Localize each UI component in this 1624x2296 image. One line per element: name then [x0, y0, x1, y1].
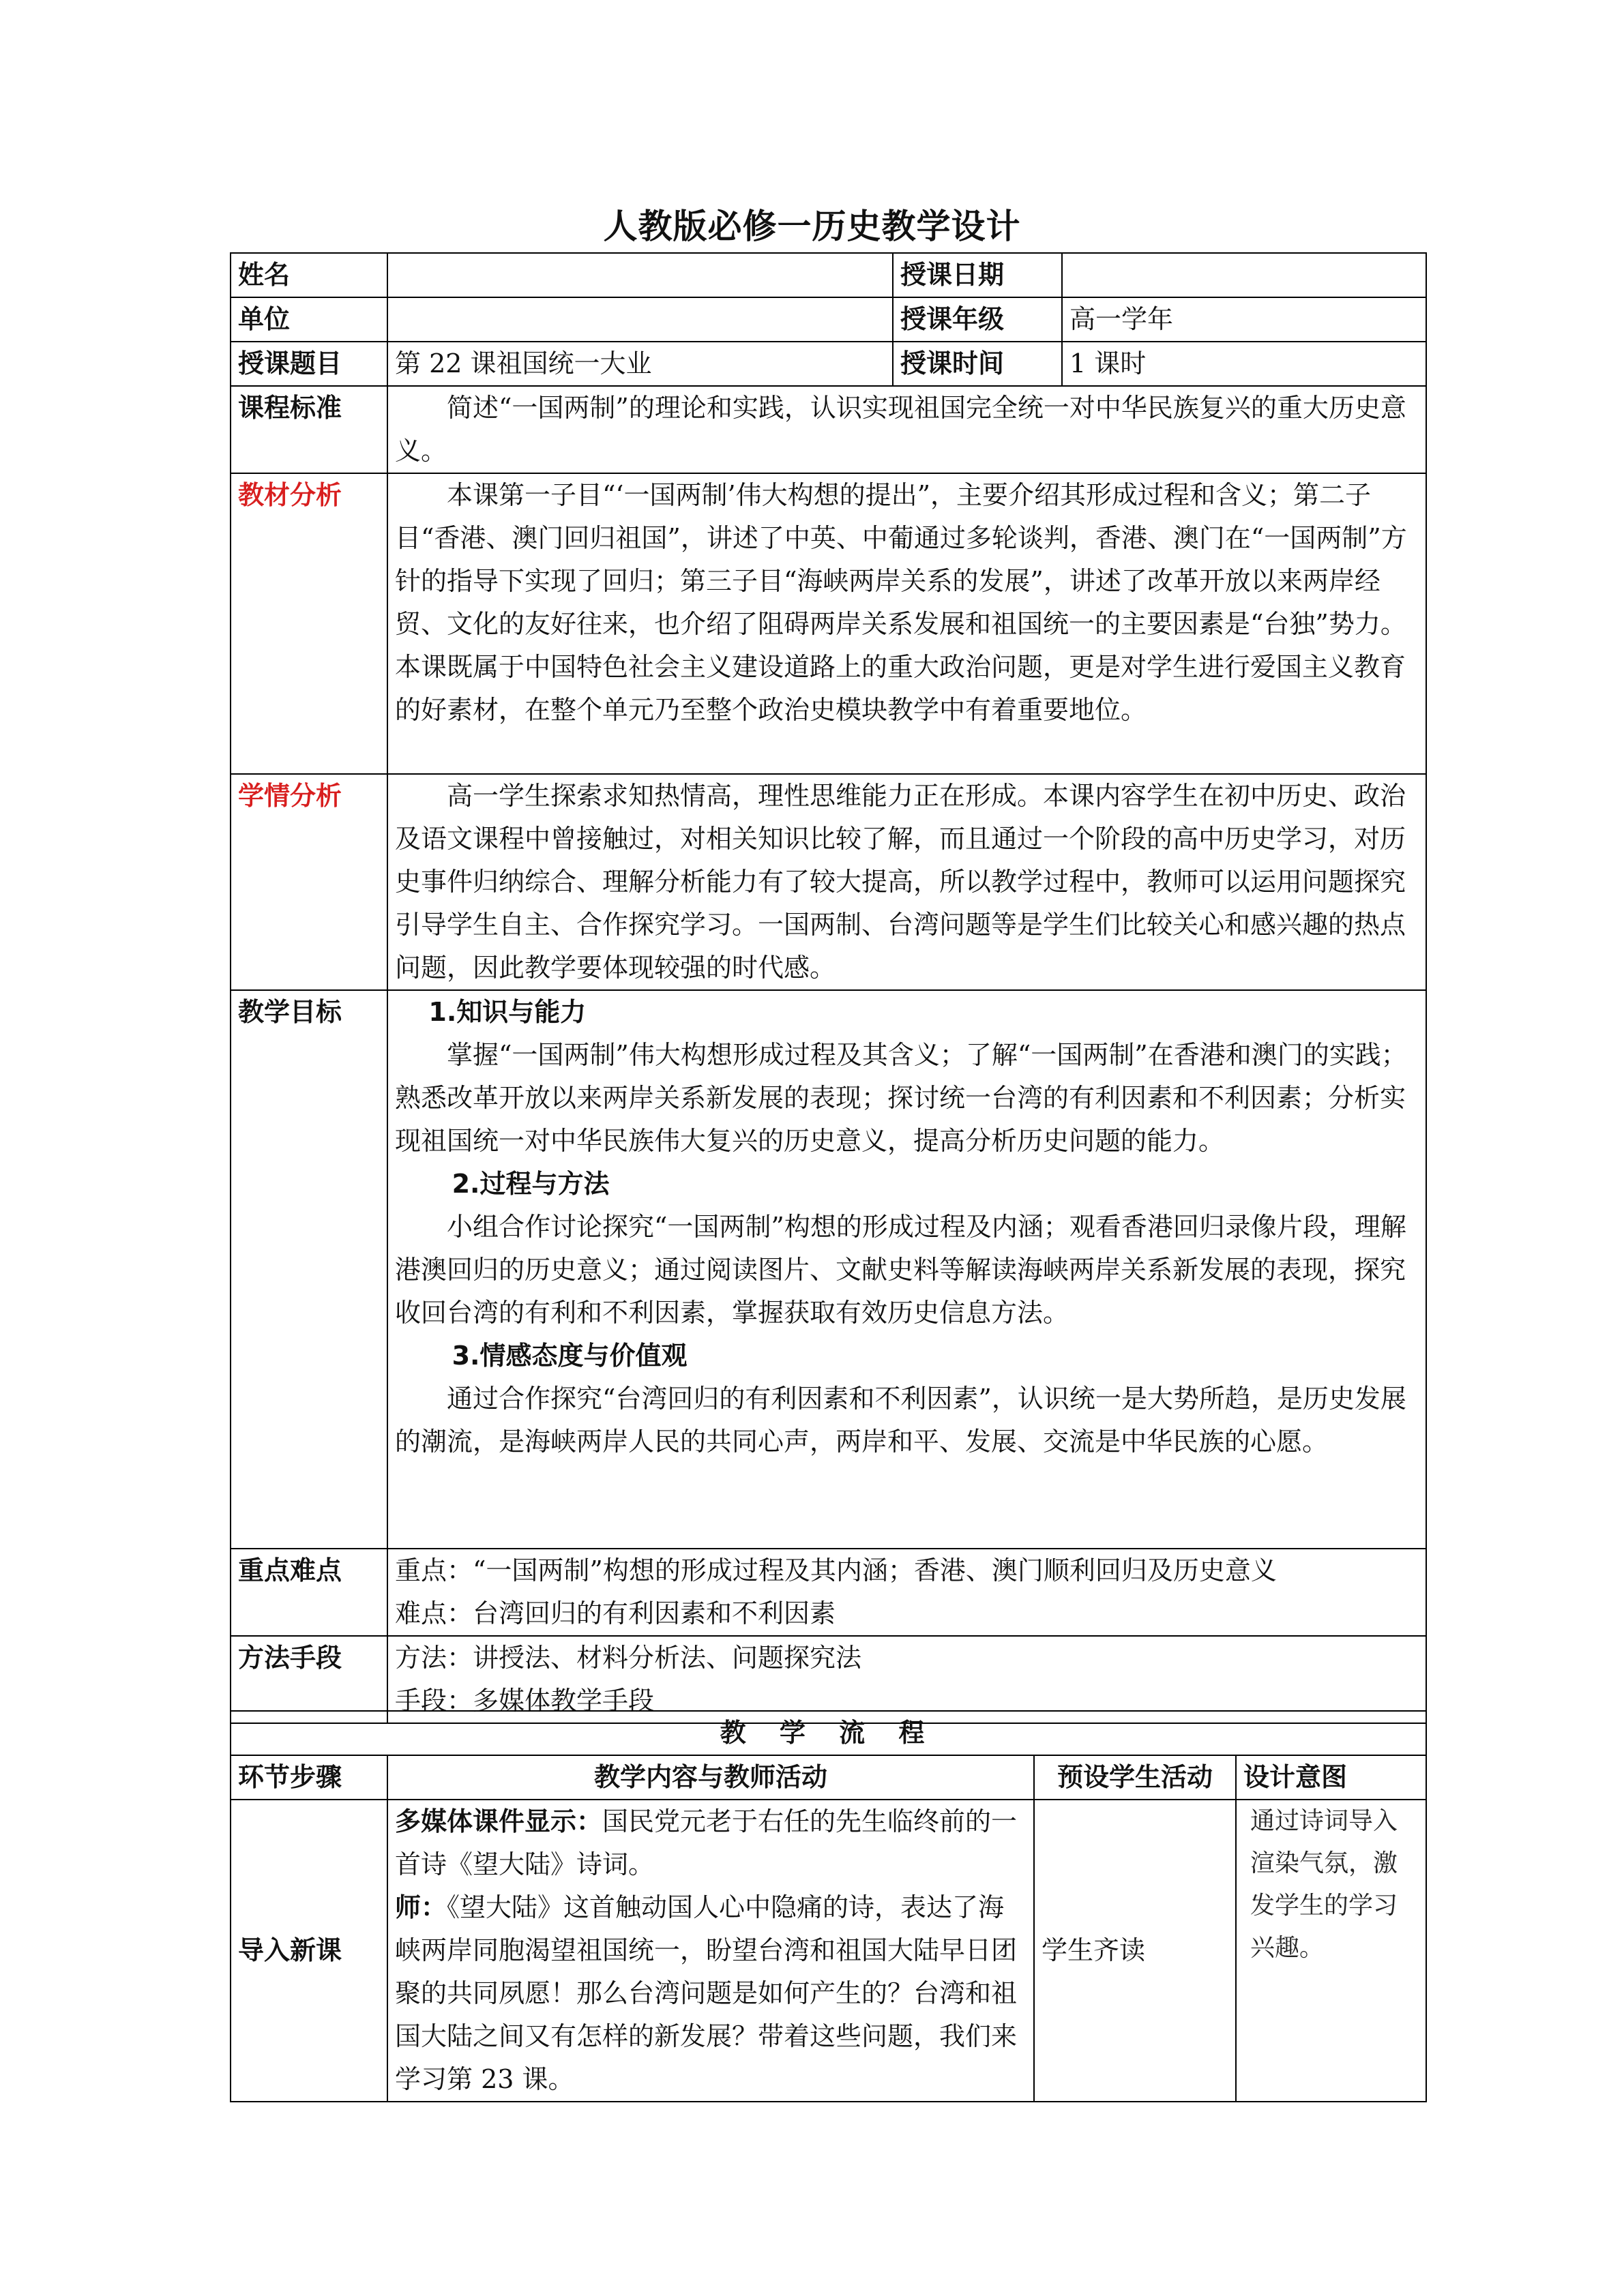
- teaching-flow-table: [230, 1710, 1427, 2102]
- material-label: 教材分析: [231, 473, 387, 774]
- goal-3-text: 通过合作探究“台湾回归的有利因素和不利因素”，认识统一是大势所趋，是历史发展的潮流，是海峡两岸人民的共同心声，两岸和平、发展、交流是中华民族的心愿。: [395, 1384, 1406, 1457]
- material-text: 本课第一子目“‘一国两制’伟大构想的提出”，主要介绍其形成过程和含义；第二子目“香港、澳门回归祖国”，讲述了中英、中葡通过多轮谈判，香港、澳门在“一国两制”方针的指导下实现了回归；第三子目“海峡两岸关系的发展”，讲述了改革开放以来两岸经贸、文化的友好往来，也介绍了阻碍两岸关系发展和祖国统一的主要因素是“台独”势力。本课既属于中国特色社会主义建设道路上的重大政治问题，更是对学生进行爱国主义教育的好素材，在整个单元乃至整个政治史模块教学中有着重要地位。: [387, 473, 1426, 774]
- goal-1-title: 1.知识与能力: [428, 997, 587, 1027]
- keypoints-label: 重点难点: [231, 1549, 387, 1636]
- goals-label: 教学目标: [231, 990, 387, 1549]
- standard-label: 课程标准: [231, 386, 387, 473]
- intro-student-activity: 学生齐读: [1034, 1800, 1236, 2102]
- header-design-intent: 设计意图: [1236, 1755, 1426, 1800]
- keypoint-difficulty: 难点：台湾回归的有利因素和不利因素: [395, 1598, 836, 1628]
- goal-1-text: 掌握“一国两制”伟大构想形成过程及其含义；了解“一国两制”在香港和澳门的实践；熟悉改革开放以来两岸关系新发展的表现；探讨统一台湾的有利因素和不利因素；分析实现祖国统一对中华民族伟大复兴的历史意义，提高分析历史问题的能力。: [395, 1040, 1407, 1156]
- unit-label: 单位: [231, 297, 387, 342]
- intro-p1-text: 国民党元老于右任的先生临终前的一首诗《望大陆》诗词。: [395, 1806, 1018, 1879]
- unit-value: [387, 297, 893, 342]
- name-value: [387, 253, 893, 297]
- page-title: 人教版必修一历史教学设计: [603, 207, 1021, 246]
- methods-label: 方法手段: [231, 1636, 387, 1723]
- date-value: [1062, 253, 1426, 297]
- keypoints-content: [387, 1549, 1426, 1636]
- time-value: 1 课时: [1062, 342, 1426, 386]
- intro-p2-text: 《望大陆》这首触动国人心中隐痛的诗，表达了海峡两岸同胞渴望祖国统一，盼望台湾和祖国大陆早日团聚的共同夙愿！那么台湾问题是如何产生的？台湾和祖国大陆之间又有怎样的新发展？带着这些问题，我们来学习第 23 课。: [395, 1892, 1018, 2094]
- intro-paragraph-1: [395, 1800, 1027, 1886]
- intro-p1-label: 多媒体课件显示：: [395, 1806, 603, 1836]
- topic-value: 第 22 课祖国统一大业: [387, 342, 893, 386]
- step-intro: 导入新课: [231, 1800, 387, 2102]
- name-label: 姓名: [231, 253, 387, 297]
- table-row: [231, 1800, 1426, 2102]
- grade-value: 高一学年: [1062, 297, 1426, 342]
- header-step: 环节步骤: [231, 1755, 387, 1800]
- students-label: 学情分析: [231, 774, 387, 990]
- goal-2-text: 小组合作讨论探究“一国两制”构想的形成过程及内涵；观看香港回归录像片段，理解港澳回归的历史意义；通过阅读图片、文献史料等解读海峡两岸关系新发展的表现，探究收回台湾的有利和不利因素，掌握获取有效历史信息方法。: [395, 1212, 1406, 1328]
- lesson-info-table: [230, 252, 1427, 1724]
- standard-text: 简述“一国两制”的理论和实践，认识实现祖国完全统一对中华民族复兴的重大历史意义。: [387, 386, 1426, 473]
- goal-2-title: 2.过程与方法: [452, 1169, 610, 1199]
- time-label: 授课时间: [893, 342, 1062, 386]
- topic-label: 授课题目: [231, 342, 387, 386]
- intro-paragraph-2: [395, 1886, 1027, 2101]
- goals-content: [387, 990, 1426, 1549]
- flow-title: 教 学 流 程: [231, 1711, 1426, 1755]
- intro-content: [387, 1800, 1034, 2102]
- intro-p2-label: 师：: [395, 1892, 447, 1922]
- intro-design-intent: 通过诗词导入渲染气氛，激发学生的学习兴趣。: [1236, 1800, 1426, 2102]
- goal-3-title: 3.情感态度与价值观: [452, 1341, 688, 1371]
- keypoint-main: 重点：“一国两制”构想的形成过程及其内涵；香港、澳门顺利回归及历史意义: [395, 1555, 1277, 1585]
- method-line: 方法：讲授法、材料分析法、问题探究法: [395, 1643, 862, 1673]
- header-student-activity: 预设学生活动: [1034, 1755, 1236, 1800]
- header-content: 教学内容与教师活动: [387, 1755, 1034, 1800]
- date-label: 授课日期: [893, 253, 1062, 297]
- students-text: 高一学生探索求知热情高，理性思维能力正在形成。本课内容学生在初中历史、政治及语文课程中曾接触过，对相关知识比较了解，而且通过一个阶段的高中历史学习，对历史事件归纳综合、理解分析能力有了较大提高，所以教学过程中，教师可以运用问题探究引导学生自主、合作探究学习。一国两制、台湾问题等是学生们比较关心和感兴趣的热点问题，因此教学要体现较强的时代感。: [387, 774, 1426, 990]
- means-line: 手段：多媒体教学手段: [395, 1686, 655, 1716]
- grade-label: 授课年级: [893, 297, 1062, 342]
